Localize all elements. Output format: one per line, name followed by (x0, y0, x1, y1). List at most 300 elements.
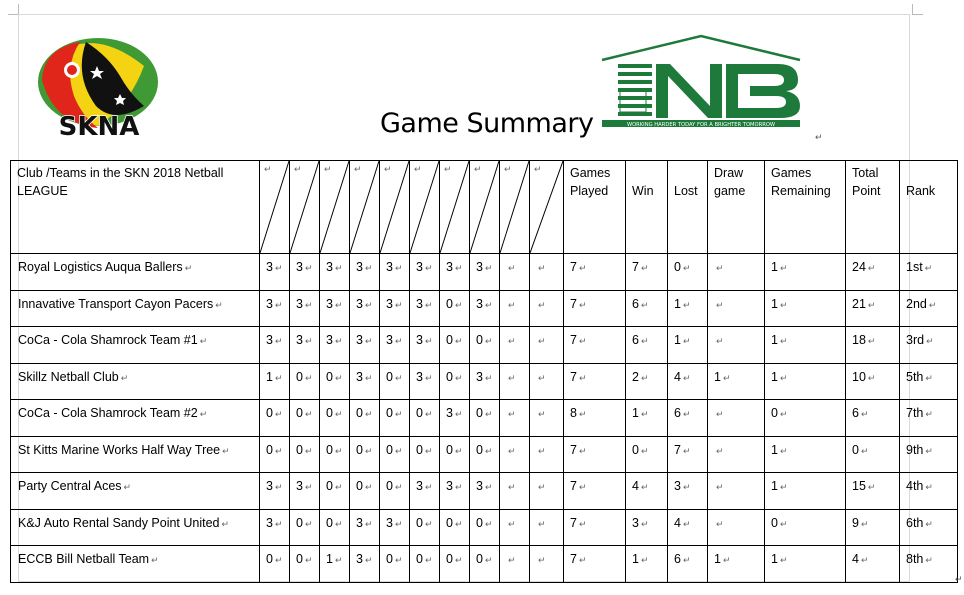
rank-cell: 9th ↵ (900, 436, 958, 473)
cell-end-mark: ↵ (484, 336, 493, 346)
remaining-cell: 0 ↵ (765, 509, 846, 546)
cell-end-mark: ↵ (454, 336, 463, 346)
score-cell: 0 ↵ (410, 400, 440, 437)
cell-end-mark: ↵ (221, 518, 230, 529)
score-cell: 3 ↵ (410, 290, 440, 327)
cell-end-mark: ↵ (682, 263, 691, 273)
score-cell: 3 ↵ (260, 509, 290, 546)
header-rank: Rank (900, 161, 958, 254)
score-cell (530, 327, 564, 364)
table-body (11, 254, 958, 583)
win-cell: 6 ↵ (626, 290, 668, 327)
header-score-10: ↵ (530, 161, 564, 254)
cell-end-mark: ↵ (454, 372, 463, 383)
score-cell (500, 473, 530, 510)
cell-end-mark: ↵ (508, 263, 516, 273)
score-cell: 0 ↵ (380, 473, 410, 510)
cell-end-mark: ↵ (215, 299, 223, 310)
nb-logo-caption: WORKING HARDER TODAY FOR A BRIGHTER TOMORROW (626, 122, 776, 128)
cell-end-mark: ↵ (925, 409, 933, 419)
header-games-played: Games Played (564, 161, 626, 254)
score-cell: 0 ↵ (470, 546, 500, 583)
cell-end-mark: ↵ (640, 555, 649, 565)
total-cell: 18 ↵ (846, 327, 900, 364)
score-cell (500, 327, 530, 364)
cell-end-mark: ↵ (716, 518, 724, 529)
cell-end-mark: ↵ (860, 445, 869, 456)
header-score-2: ↵ (290, 161, 320, 254)
cell-end-mark: ↵ (578, 518, 587, 529)
score-cell: 3 ↵ (350, 509, 380, 546)
score-cell: 0 ↵ (290, 509, 320, 546)
cell-end-mark: ↵ (424, 445, 433, 456)
score-cell: 0 ↵ (440, 436, 470, 473)
score-cell: 0 ↵ (260, 400, 290, 437)
cell-end-mark: ↵ (538, 263, 546, 273)
cell-end-mark: ↵ (682, 445, 691, 456)
cell-end-mark: ↵ (334, 482, 343, 492)
cell-end-mark: ↵ (304, 409, 313, 419)
score-cell: 0 ↵ (320, 436, 350, 473)
cell-end-mark: ↵ (538, 372, 546, 383)
cell-end-mark: ↵ (867, 336, 876, 346)
total-cell: 4 ↵ (846, 546, 900, 583)
cell-end-mark: ↵ (334, 336, 343, 346)
cell-end-mark: ↵ (394, 518, 403, 529)
cell-end-mark: ↵ (304, 445, 313, 456)
cell-end-mark: ↵ (925, 555, 933, 565)
club-name-cell: Party Central Aces ↵ (11, 473, 260, 510)
draw-cell (708, 473, 765, 510)
cell-end-mark: ↵ (538, 482, 546, 492)
cell-end-mark: ↵ (779, 555, 788, 565)
cell-end-mark: ↵ (424, 263, 433, 273)
cell-end-mark: ↵ (364, 445, 373, 456)
cell-end-mark: ↵ (394, 336, 403, 346)
cell-end-mark: ↵ (578, 263, 587, 273)
cell-end-mark: ↵ (538, 555, 546, 565)
game-summary-table (10, 160, 958, 583)
skna-logo-text: SKNA (58, 112, 140, 138)
remaining-cell: 1 ↵ (765, 254, 846, 291)
cell-end-mark: ↵ (364, 372, 373, 383)
cell-end-mark: ↵ (508, 482, 516, 492)
cell-end-mark: ↵ (779, 299, 788, 310)
score-cell: 0 ↵ (290, 363, 320, 400)
score-cell: 0 ↵ (440, 509, 470, 546)
cell-end-mark: ↵ (538, 336, 546, 346)
header-club: Club /Teams in the SKN 2018 Netball LEAGUE (11, 161, 260, 254)
score-cell (500, 509, 530, 546)
club-name-cell: CoCa - Cola Shamrock Team #2 ↵ (11, 400, 260, 437)
score-cell (530, 254, 564, 291)
cell-end-mark: ↵ (716, 445, 724, 456)
score-cell: 3 ↵ (470, 363, 500, 400)
cell-end-mark: ↵ (578, 482, 587, 492)
cell-end-mark: ↵ (640, 336, 649, 346)
score-cell: 0 ↵ (410, 509, 440, 546)
score-cell (500, 400, 530, 437)
played-cell: 7 ↵ (564, 509, 626, 546)
score-cell: 0 ↵ (260, 546, 290, 583)
skna-logo (34, 36, 164, 138)
score-cell: 0 ↵ (440, 546, 470, 583)
score-cell: 3 ↵ (350, 254, 380, 291)
table-row (11, 363, 958, 400)
cell-end-mark: ↵ (716, 263, 724, 273)
table-row (11, 546, 958, 583)
cell-end-mark: ↵ (334, 372, 343, 383)
cell-end-mark: ↵ (924, 263, 933, 273)
cell-end-mark: ↵ (364, 263, 373, 273)
club-name-cell: ECCB Bill Netball Team ↵ (11, 546, 260, 583)
score-cell: 0 ↵ (440, 290, 470, 327)
table-row (11, 436, 958, 473)
cell-end-mark: ↵ (722, 555, 731, 565)
club-name-cell: Skillz Netball Club ↵ (11, 363, 260, 400)
cell-end-mark: ↵ (538, 299, 546, 310)
score-cell: 3 ↵ (380, 327, 410, 364)
header-score-3: ↵ (320, 161, 350, 254)
cell-end-mark: ↵ (640, 372, 649, 383)
score-cell: 3 ↵ (260, 290, 290, 327)
cell-end-mark: ↵ (640, 445, 649, 456)
score-cell (500, 546, 530, 583)
cell-end-mark: ↵ (925, 482, 933, 492)
cell-end-mark: ↵ (424, 299, 433, 310)
cell-end-mark: ↵ (274, 445, 283, 456)
score-cell: 0 ↵ (290, 400, 320, 437)
cell-end-mark: ↵ (304, 372, 313, 383)
score-cell (530, 290, 564, 327)
win-cell: 4 ↵ (626, 473, 668, 510)
cell-end-mark: ↵ (578, 299, 587, 310)
cell-end-mark: ↵ (484, 555, 493, 565)
cell-end-mark: ↵ (304, 263, 313, 273)
cell-end-mark: ↵ (364, 482, 373, 492)
lost-cell: 6 ↵ (668, 546, 708, 583)
table-row (11, 290, 958, 327)
win-cell: 2 ↵ (626, 363, 668, 400)
table-row (11, 473, 958, 510)
nb-logo (600, 34, 802, 128)
draw-cell (708, 400, 765, 437)
paragraph-mark-end: ↵ (955, 574, 963, 584)
cell-end-mark: ↵ (682, 299, 691, 310)
draw-cell (708, 509, 765, 546)
score-cell (530, 509, 564, 546)
cell-end-mark: ↵ (716, 409, 724, 419)
cell-end-mark: ↵ (274, 555, 283, 565)
score-cell (530, 400, 564, 437)
cell-end-mark: ↵ (394, 372, 403, 383)
score-cell (530, 546, 564, 583)
cell-end-mark: ↵ (334, 518, 343, 529)
cell-end-mark: ↵ (640, 482, 649, 492)
played-cell: 7 ↵ (564, 254, 626, 291)
draw-cell (708, 254, 765, 291)
cell-end-mark: ↵ (508, 336, 516, 346)
score-cell: 0 ↵ (380, 363, 410, 400)
score-cell: 0 ↵ (350, 473, 380, 510)
cell-end-mark: ↵ (508, 409, 516, 419)
played-cell: 7 ↵ (564, 290, 626, 327)
cell-end-mark: ↵ (860, 555, 869, 565)
header-score-8: ↵ (470, 161, 500, 254)
draw-cell (708, 436, 765, 473)
cell-end-mark: ↵ (578, 409, 587, 419)
cell-end-mark: ↵ (334, 263, 343, 273)
cell-end-mark: ↵ (199, 409, 208, 419)
cell-end-mark: ↵ (424, 518, 433, 529)
header-row (11, 161, 958, 254)
cell-end-mark: ↵ (722, 372, 731, 383)
cell-end-mark: ↵ (424, 482, 433, 492)
club-name-cell: Innavative Transport Cayon Pacers ↵ (11, 290, 260, 327)
table-row (11, 327, 958, 364)
paragraph-mark: ↵ (815, 132, 823, 142)
cell-end-mark: ↵ (508, 555, 516, 565)
cell-end-mark: ↵ (925, 372, 933, 383)
header-score-5: ↵ (380, 161, 410, 254)
score-cell: 0 ↵ (380, 546, 410, 583)
score-cell: 0 ↵ (470, 327, 500, 364)
score-cell: 0 ↵ (440, 363, 470, 400)
cell-end-mark: ↵ (925, 445, 933, 456)
score-cell: 0 ↵ (440, 327, 470, 364)
cell-end-mark: ↵ (274, 263, 283, 273)
score-cell: 3 ↵ (410, 473, 440, 510)
cell-end-mark: ↵ (925, 518, 933, 529)
score-cell: 3 ↵ (350, 546, 380, 583)
cell-end-mark: ↵ (334, 445, 343, 456)
score-cell: 0 ↵ (470, 400, 500, 437)
cell-end-mark: ↵ (364, 555, 373, 565)
cell-end-mark: ↵ (926, 336, 934, 346)
club-name-cell: CoCa - Cola Shamrock Team #1 ↵ (11, 327, 260, 364)
cell-end-mark: ↵ (424, 409, 433, 419)
total-cell: 15 ↵ (846, 473, 900, 510)
total-cell: 0 ↵ (846, 436, 900, 473)
cell-end-mark: ↵ (364, 336, 373, 346)
lost-cell: 7 ↵ (668, 436, 708, 473)
cell-end-mark: ↵ (304, 518, 313, 529)
cell-end-mark: ↵ (364, 518, 373, 529)
cell-end-mark: ↵ (454, 445, 463, 456)
cell-end-mark: ↵ (334, 555, 343, 565)
cell-end-mark: ↵ (779, 336, 788, 346)
score-cell: 3 ↵ (380, 509, 410, 546)
cell-end-mark: ↵ (508, 518, 516, 529)
score-cell: 3 ↵ (410, 254, 440, 291)
cell-end-mark: ↵ (779, 518, 788, 529)
rank-cell: 5th ↵ (900, 363, 958, 400)
score-cell: 3 ↵ (290, 254, 320, 291)
win-cell: 1 ↵ (626, 546, 668, 583)
cell-end-mark: ↵ (779, 482, 788, 492)
cell-end-mark: ↵ (394, 263, 403, 273)
score-cell: 3 ↵ (350, 327, 380, 364)
rank-cell: 7th ↵ (900, 400, 958, 437)
header-total-point: Total Point (846, 161, 900, 254)
lost-cell: 4 ↵ (668, 509, 708, 546)
played-cell: 8 ↵ (564, 400, 626, 437)
table-row (11, 509, 958, 546)
score-cell: 0 ↵ (290, 546, 320, 583)
score-cell: 3 ↵ (470, 254, 500, 291)
header-win: Win (626, 161, 668, 254)
score-cell: 3 ↵ (380, 290, 410, 327)
cell-end-mark: ↵ (184, 263, 193, 273)
score-cell: 0 ↵ (320, 473, 350, 510)
cell-end-mark: ↵ (454, 555, 463, 565)
played-cell: 7 ↵ (564, 363, 626, 400)
cell-end-mark: ↵ (394, 482, 403, 492)
cell-end-mark: ↵ (222, 445, 230, 456)
lost-cell: 0 ↵ (668, 254, 708, 291)
cell-end-mark: ↵ (508, 299, 516, 310)
score-cell: 0 ↵ (470, 436, 500, 473)
cell-end-mark: ↵ (394, 409, 403, 419)
cell-end-mark: ↵ (304, 482, 313, 492)
cell-end-mark: ↵ (716, 336, 724, 346)
cell-end-mark: ↵ (578, 555, 587, 565)
cell-end-mark: ↵ (682, 555, 691, 565)
cell-end-mark: ↵ (334, 409, 343, 419)
cell-end-mark: ↵ (508, 445, 516, 456)
cell-end-mark: ↵ (716, 299, 724, 310)
draw-cell (708, 327, 765, 364)
total-cell: 6 ↵ (846, 400, 900, 437)
score-cell: 0 ↵ (380, 436, 410, 473)
cell-end-mark: ↵ (484, 372, 493, 383)
score-cell: 3 ↵ (350, 363, 380, 400)
score-cell: 1 ↵ (320, 546, 350, 583)
cell-end-mark: ↵ (364, 299, 373, 310)
cell-end-mark: ↵ (304, 336, 313, 346)
win-cell: 6 ↵ (626, 327, 668, 364)
score-cell: 0 ↵ (350, 400, 380, 437)
cell-end-mark: ↵ (779, 409, 788, 419)
cell-end-mark: ↵ (779, 372, 788, 383)
total-cell: 24 ↵ (846, 254, 900, 291)
cell-end-mark: ↵ (454, 299, 463, 310)
win-cell: 0 ↵ (626, 436, 668, 473)
cell-end-mark: ↵ (538, 518, 546, 529)
cell-end-mark: ↵ (860, 409, 869, 419)
score-cell (500, 363, 530, 400)
cell-end-mark: ↵ (394, 555, 403, 565)
score-cell: 3 ↵ (320, 290, 350, 327)
cell-end-mark: ↵ (867, 482, 876, 492)
cell-end-mark: ↵ (274, 409, 283, 419)
cell-end-mark: ↵ (424, 336, 433, 346)
score-cell: 0 ↵ (320, 400, 350, 437)
cell-end-mark: ↵ (484, 263, 493, 273)
cell-end-mark: ↵ (151, 555, 159, 565)
remaining-cell: 1 ↵ (765, 546, 846, 583)
cell-end-mark: ↵ (508, 372, 516, 383)
rank-cell: 1st ↵ (900, 254, 958, 291)
score-cell: 3 ↵ (290, 327, 320, 364)
cell-end-mark: ↵ (304, 299, 313, 310)
remaining-cell: 1 ↵ (765, 363, 846, 400)
score-cell: 3 ↵ (290, 473, 320, 510)
lost-cell: 1 ↵ (668, 327, 708, 364)
header-draw-game: Draw game (708, 161, 765, 254)
cell-end-mark: ↵ (123, 482, 132, 492)
cell-end-mark: ↵ (274, 336, 283, 346)
score-cell: 3 ↵ (440, 473, 470, 510)
cell-end-mark: ↵ (640, 263, 649, 273)
score-cell: 3 ↵ (260, 473, 290, 510)
table-row (11, 400, 958, 437)
header-score-7: ↵ (440, 161, 470, 254)
score-cell: 3 ↵ (350, 290, 380, 327)
score-cell: 3 ↵ (260, 327, 290, 364)
remaining-cell: 1 ↵ (765, 327, 846, 364)
header-score-1: ↵ (260, 161, 290, 254)
score-cell: 0 ↵ (410, 436, 440, 473)
lost-cell: 1 ↵ (668, 290, 708, 327)
score-cell: 3 ↵ (440, 254, 470, 291)
draw-cell (708, 290, 765, 327)
cell-end-mark: ↵ (364, 409, 373, 419)
cell-end-mark: ↵ (304, 555, 313, 565)
cell-end-mark: ↵ (454, 409, 463, 419)
cell-end-mark: ↵ (120, 372, 129, 383)
rank-cell: 4th ↵ (900, 473, 958, 510)
club-name-cell: K&J Auto Rental Sandy Point United ↵ (11, 509, 260, 546)
cell-end-mark: ↵ (867, 263, 876, 273)
total-cell: 21 ↵ (846, 290, 900, 327)
played-cell: 7 ↵ (564, 546, 626, 583)
cell-end-mark: ↵ (538, 409, 546, 419)
draw-cell: 1 ↵ (708, 546, 765, 583)
cell-end-mark: ↵ (274, 299, 283, 310)
cell-end-mark: ↵ (454, 263, 463, 273)
score-cell: 3 ↵ (320, 327, 350, 364)
score-cell: 0 ↵ (410, 546, 440, 583)
score-cell: 3 ↵ (440, 400, 470, 437)
lost-cell: 4 ↵ (668, 363, 708, 400)
score-cell: 1 ↵ (260, 363, 290, 400)
cell-end-mark: ↵ (867, 299, 876, 310)
lost-cell: 3 ↵ (668, 473, 708, 510)
score-cell: 3 ↵ (470, 473, 500, 510)
cell-end-mark: ↵ (274, 482, 283, 492)
cell-end-mark: ↵ (682, 336, 691, 346)
cell-end-mark: ↵ (274, 518, 283, 529)
draw-cell: 1 ↵ (708, 363, 765, 400)
score-cell: 0 ↵ (260, 436, 290, 473)
cell-end-mark: ↵ (716, 482, 724, 492)
header-score-9: ↵ (500, 161, 530, 254)
cell-end-mark: ↵ (334, 299, 343, 310)
win-cell: 1 ↵ (626, 400, 668, 437)
rank-cell: 6th ↵ (900, 509, 958, 546)
cell-end-mark: ↵ (484, 299, 493, 310)
score-cell: 3 ↵ (380, 254, 410, 291)
rank-cell: 8th ↵ (900, 546, 958, 583)
club-name-cell: Royal Logistics Auqua Ballers ↵ (11, 254, 260, 291)
score-cell: 0 ↵ (470, 509, 500, 546)
crop-mark-top-right (912, 4, 923, 15)
win-cell: 3 ↵ (626, 509, 668, 546)
rank-cell: 3rd ↵ (900, 327, 958, 364)
cell-end-mark: ↵ (424, 372, 433, 383)
cell-end-mark: ↵ (484, 518, 493, 529)
